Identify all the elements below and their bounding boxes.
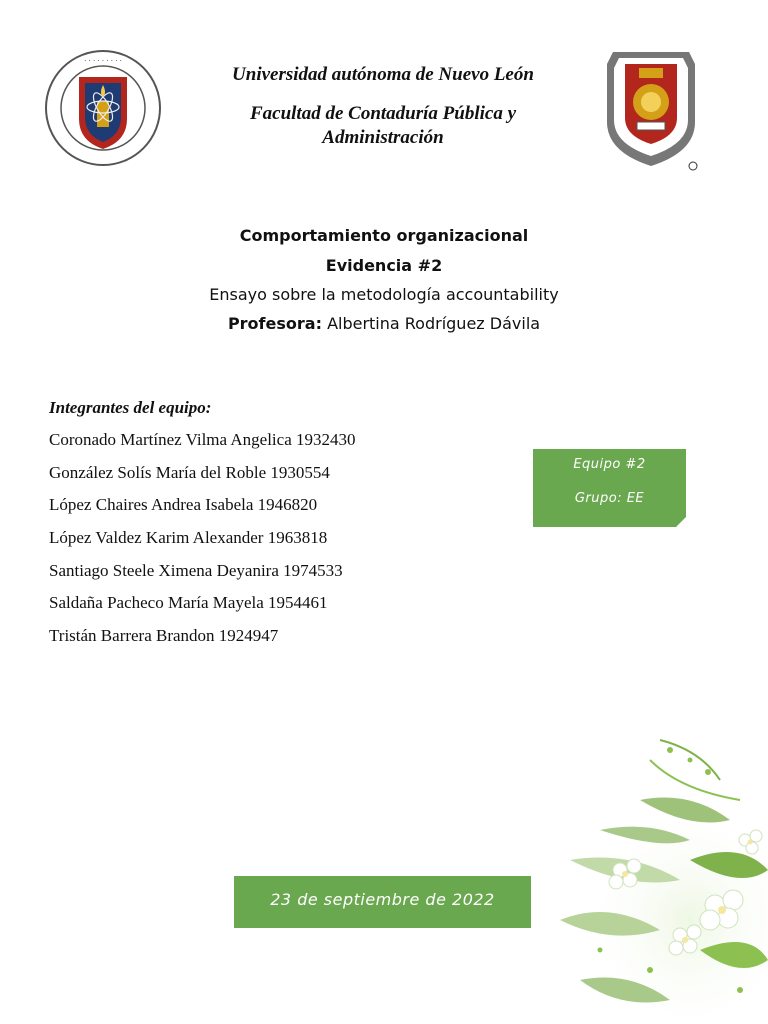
group-label: Grupo: EE (574, 491, 645, 506)
date-box (234, 876, 531, 928)
box-corner-decoration (676, 517, 686, 527)
team-number: Equipo #2 (573, 457, 646, 472)
team-member: López Chaires Andrea Isabela 1946820 (49, 495, 318, 515)
professor-name: Albertina Rodríguez Dávila (327, 314, 541, 333)
faculty-title (200, 102, 566, 150)
team-member-list (49, 428, 356, 657)
faculty-title-line1: Facultad de Contaduría Pública y (249, 103, 517, 124)
team-member: Tristán Barrera Brandon 1924947 (49, 626, 279, 646)
course-title: Comportamiento organizacional (239, 226, 529, 245)
svg-text:· · · · · · · · ·: · · · · · · · · · (84, 57, 122, 65)
team-member: Saldaña Pacheco María Mayela 1954461 (49, 593, 328, 613)
team-member: González Solís María del Roble 1930554 (49, 462, 330, 482)
professor-label: Profesora: (227, 314, 322, 333)
university-title: Universidad autónoma de Nuevo León (232, 64, 534, 85)
team-group-box (533, 449, 686, 527)
evidence-title: Evidencia #2 (325, 256, 443, 275)
team-member: Coronado Martínez Vilma Angelica 1932430 (49, 430, 356, 449)
professor-line (100, 314, 668, 333)
floral-decoration (540, 720, 768, 1024)
team-member: López Valdez Karim Alexander 1963818 (49, 528, 328, 548)
essay-title: Ensayo sobre la metodología accountability (209, 285, 559, 304)
team-member: Santiago Steele Ximena Deyanira 1974533 (49, 560, 343, 580)
date-text: 23 de septiembre de 2022 (270, 890, 495, 909)
team-heading: Integrantes del equipo: (49, 398, 212, 417)
faculty-title-line2: Administración (322, 127, 444, 148)
